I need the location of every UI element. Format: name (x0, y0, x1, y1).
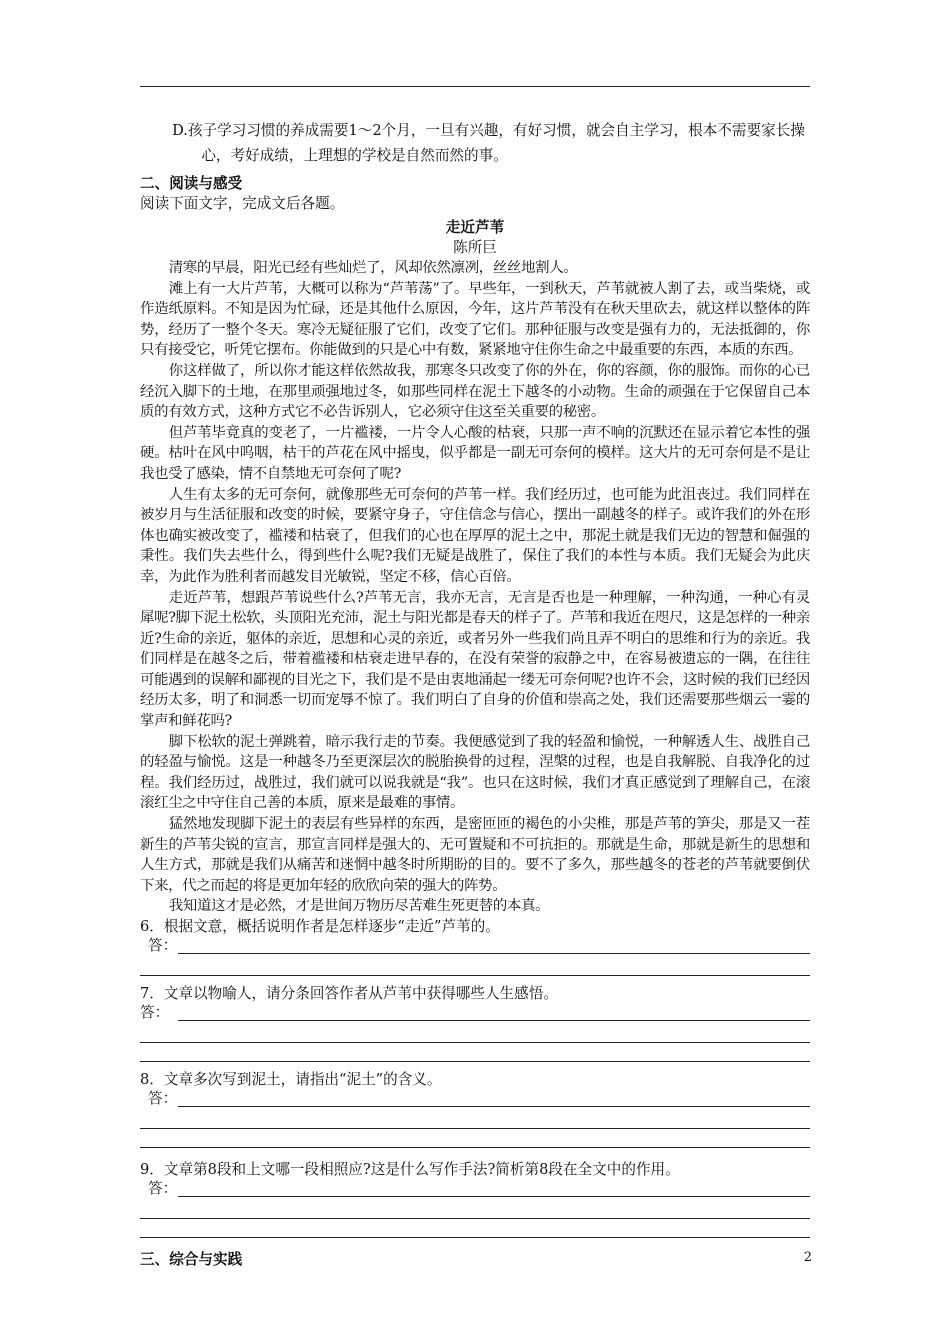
article-paragraph-9: 我知道这才是必然，才是世间万物历尽苦难生死更替的本真。 (168, 898, 550, 915)
article-paragraph-4: 但芦苇毕竟真的变老了，一片褴褛，一片令人心酸的枯衰，只那一声不响的沉默还在显示着它本性的强硬。枯叶在风中呜咽，枯干的芦花在风中摇曳，似乎都是一副无可奈何的模样。这大片的无可奈何是不是让我也受了感染，情不自禁地无可奈何了呢? (140, 424, 810, 482)
answer-blank-line[interactable] (140, 1129, 810, 1148)
answer-row-8[interactable] (140, 1090, 810, 1110)
answer-blank-line[interactable] (140, 1024, 810, 1043)
answer-blank-line[interactable] (140, 1200, 810, 1219)
answer-blank-line[interactable] (140, 1219, 810, 1238)
section-2-title: 二、阅读与感受 (140, 175, 243, 192)
question-9: 9．文章第8段和上文哪一段相照应?这是什么写作手法?简析第8段在全文中的作用。 (140, 1161, 680, 1178)
answer-row-9[interactable] (140, 1180, 810, 1200)
section-3-title: 三、综合与实践 (140, 1251, 243, 1268)
answer-blank-line[interactable] (140, 1043, 810, 1062)
article-paragraph-3: 你这样做了，所以你才能这样依然故我，那寒冬只改变了你的外在，你的容颜，你的服饰。而你的心已经沉入脚下的土地，在那里顽强地过冬，如那些同样在泥土下越冬的小动物。生命的顽强在于它保留自己本质的有效方式，这种方式它不必告诉别人，它必须守住这至关重要的秘密。 (140, 362, 810, 421)
answer-label: 答： (140, 1004, 170, 1022)
answer-row-6[interactable] (140, 937, 810, 957)
question-7: 7．文章以物喻人，请分条回答作者从芦苇中获得哪些人生感悟。 (140, 985, 558, 1002)
answer-blank-line[interactable] (140, 957, 810, 976)
question-6: 6．根据文意，概括说明作者是怎样逐步“走近”芦苇的。 (140, 918, 500, 935)
article-paragraph-1: 清寒的早晨，阳光已经有些灿烂了，风却依然凛冽，丝丝地割人。 (168, 260, 578, 276)
answer-label: 答： (148, 937, 178, 955)
article-paragraph-2: 滩上有一大片芦苇，大概可以称为“芦苇荡”了。早些年，一到秋天，芦苇就被人割了去，或当柴烧，或作造纸原料。不知是因为忙碌，还是其他什么原因，今年，这片芦苇没有在秋天里砍去，就这样以整体的阵势，经历了一整个冬天。寒冷无疑征服了它们，改变了它们。那种征服与改变是强有力的，无法抵御的，你只有接受它，听凭它摆布。你能做到的只是心中有数，紧紧地守住你生命之中最重要的东西，本质的东西。 (140, 280, 810, 359)
answer-line[interactable] (178, 1106, 810, 1107)
option-d: D.孩子学习习惯的养成需要1～2个月，一旦有兴趣，有好习惯，就会自主学习，根本不需要家长操心，考好成绩，上理想的学校是自然而然的事。 (172, 122, 805, 164)
article-paragraph-6: 走近芦苇，想跟芦苇说些什么?芦苇无言，我亦无言，无言是否也是一种理解，一种沟通，一种心有灵犀呢?脚下泥土松软，头顶阳光充沛，泥土与阳光都是春天的样子了。芦苇和我近在咫尺，这是怎样的一种亲近?生命的亲近，躯体的亲近，思想和心灵的亲近，或者另外一些我们尚且弄不明白的思维和行为的亲近。我们同样是在越冬之后，带着褴褛和枯衰走进早春的，在没有荣誉的寂静之中，在容易被遗忘的一隅，在往往可能遇到的误解和鄙视的目光之下，我们是不是由衷地涌起一缕无可奈何呢?也许不会，这时候的我们已经因经历太多，明了和洞悉一切而宠辱不惊了。我们明白了自身的价值和崇高之处，我们还需要那些烟云一霎的掌声和鲜花吗? (140, 589, 810, 730)
article-paragraph-5: 人生有太多的无可奈何，就像那些无可奈何的芦苇一样。我们经历过，也可能为此沮丧过。我们同样在被岁月与生活征服和改变的时候，要紧守身子，守住信念与信心，摆出一副越冬的样子。或许我们的外在形体也确实被改变了，褴褛和枯衰了，但我们的心也在厚厚的泥土之中，那泥土就是我们无边的智慧和倔强的秉性。我们失去些什么，得到些什么呢?我们无疑是战胜了，保住了我们的本性与本质。我们无疑会为此庆幸，为此作为胜利者而越发目光敏锐，坚定不移，信心百倍。 (140, 486, 810, 585)
page-content (140, 118, 810, 1270)
header-rule (140, 86, 810, 87)
answer-blank-line[interactable] (140, 1110, 810, 1129)
article-paragraph-8: 猛然地发现脚下泥土的表层有些异样的东西，是密匝匝的褐色的小尖椎，那是芦苇的笋尖，那是又一茬新生的芦苇尖锐的宣言，那宣言同样是强大的、无可置疑和不可抗拒的。那就是生命，那就是新生的思想和人生方式，那就是我们从痛苦和迷惘中越冬时所期盼的目的。要不了多久，那些越冬的苍老的芦苇就要倒伏下来，代之而起的将是更加年轻的欣欣向荣的强大的阵势。 (140, 816, 810, 894)
answer-label: 答： (148, 1090, 178, 1108)
reading-instruction: 阅读下面文字，完成文后各题。 (140, 195, 345, 212)
answer-line[interactable] (178, 1196, 810, 1197)
article-author: 陈所巨 (453, 239, 497, 256)
answer-line[interactable] (178, 1020, 810, 1021)
page-number: 2 (803, 1250, 812, 1265)
answer-label: 答： (148, 1180, 178, 1198)
answer-row-7[interactable] (140, 1004, 810, 1024)
answer-line[interactable] (178, 953, 810, 954)
article-title: 走近芦苇 (445, 219, 505, 236)
article-paragraph-7: 脚下松软的泥土弹跳着，暗示我行走的节奏。我便感觉到了我的轻盈和愉悦，一种解透人生、战胜自己的轻盈与愉悦。这是一种越冬乃至更深层次的脱胎换骨的过程，涅槃的过程，也是自我解脱、自我净化的过程。我们经历过，战胜过，我们就可以说我就是“我”。也只在这时候，我们才真正感觉到了理解自己，在滚滚红尘之中守住自己善的本质，原来是最难的事情。 (140, 733, 810, 812)
question-8: 8．文章多次写到泥土，请指出“泥土”的含义。 (140, 1071, 442, 1088)
